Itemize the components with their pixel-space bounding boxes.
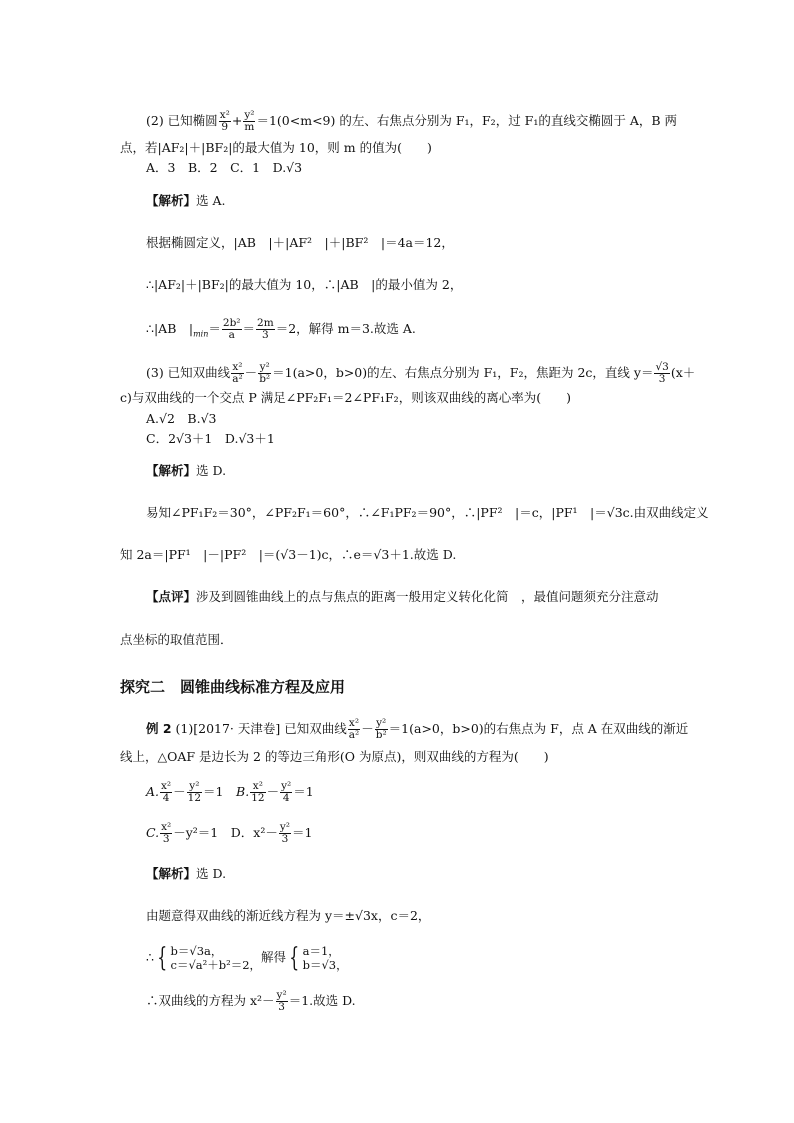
left-brace: {: [157, 943, 168, 973]
ex2-options-cd: C. $\frac{\text{x²}}{3}$ －y²＝1 D．x²－ $\frac{\text{y²}}{3}$ ＝1: [146, 821, 313, 845]
fraction-x2-a2: $\frac{\text{x²}}{\text{a²}}$: [348, 717, 360, 741]
q2-analysis-heading: 【解析】选 A.: [146, 193, 226, 208]
q2-intro: (2) 已知椭圆: [146, 113, 218, 128]
fraction-y2-3: $\frac{\text{y²}}{3}$: [276, 989, 287, 1013]
q3-comment-line2: 点坐标的取值范围．: [120, 632, 233, 647]
ex2-step3: ∴双曲线的方程为 x²－ $\frac{\text{y²}}{3}$ ＝1.故选 D.: [146, 989, 356, 1013]
q3-line1: (3) 已知双曲线 $\frac{\text{x²}}{\text{a²}}$ － $\frac{\text{y²}}{\text{b²}}$ ＝1(a>0，b>0)的左、右焦点分别为 F₁，F₂，焦距为 2c，直线 y＝ $\frac{√3}{3}$ (x＋: [146, 361, 696, 385]
ex2-analysis-heading: 【解析】选 D.: [146, 866, 227, 881]
analysis-tag: 【解析】: [146, 866, 197, 881]
q3-analysis-heading: 【解析】选 D.: [146, 463, 227, 478]
fraction-y2-b2: $\frac{\text{y²}}{\text{b²}}$: [259, 361, 271, 385]
fraction-x2-a2: $\frac{\text{x²}}{\text{a²}}$: [232, 361, 243, 385]
fraction-2m-3: $\frac{2m}{3}$: [257, 317, 274, 341]
equation-system-2: a＝1， b＝√3，: [302, 944, 348, 972]
section-title: 探究二 圆锥曲线标准方程及应用: [120, 678, 346, 696]
q3-options-cd: C．2√3＋1 D.√3＋1: [146, 431, 275, 446]
q2-line2: 点，若|AF₂|＋|BF₂|的最大值为 10，则 m 的值为( ): [120, 140, 432, 155]
q3-step1: 易知∠PF₁F₂＝30°，∠PF₂F₁＝60°，∴∠F₁PF₂＝90°，∴|PF² |＝c，|PF¹ |＝√3c.由双曲线定义: [146, 505, 709, 520]
q3-comment-line1: 【点评】涉及到圆锥曲线上的点与焦点的距离一般用定义转化化简 ，最值问题须充分注意动: [146, 589, 659, 604]
q2-options: A．3 B．2 C．1 D.√3: [146, 160, 303, 175]
fraction-2b2-a: $\frac{\text{2b²}}{a}$: [222, 317, 241, 341]
ex2-step2: ∴ { b＝√3a， c＝√a²＋b²＝2， 解得 { a＝1， b＝√3，: [146, 943, 348, 973]
q2-line1: (2) 已知椭圆 $\frac{\text{x²}}{9}$ + $\frac{\text{y²}}{m}$ ＝1(0<m<9) 的左、右焦点分别为 F₁，F₂，过 F₁的直线交椭圆于 A，B 两: [146, 109, 678, 133]
q2-step3: ∴|AB $|_{min}=$ $\frac{\text{2b²}}{a}$ ＝ $\frac{2m}{3}$ ＝2，解得 m＝3.故选 A.: [146, 317, 416, 341]
comment-tag: 【点评】: [146, 589, 197, 604]
left-brace: {: [289, 943, 300, 973]
q2-step1: 根据椭圆定义，|AB |＋|AF² |＋|BF² |＝4a＝12，: [146, 235, 454, 250]
example-label: 例 2: [146, 721, 172, 736]
q3-step2: 知 2a＝|PF¹ |－|PF² |＝(√3－1)c，∴e＝√3＋1.故选 D.: [120, 547, 457, 562]
fraction-y2-b2: $\frac{\text{y²}}{\text{b²}}$: [375, 717, 387, 741]
q3-line2: c)与双曲线的一个交点 P 满足∠PF₂F₁＝2∠PF₁F₂，则该双曲线的离心率为( ): [120, 390, 571, 405]
fraction-x2-9: $\frac{\text{x²}}{9}$: [219, 109, 230, 133]
ex2-step1: 由题意得双曲线的渐近线方程为 y＝±√3x，c＝2，: [146, 908, 431, 923]
q2-step2: ∴|AF₂|＋|BF₂|的最大值为 10，∴|AB |的最小值为 2，: [146, 277, 463, 292]
equation-system-1: b＝√3a， c＝√a²＋b²＝2，: [170, 944, 262, 972]
ex2-line2: 线上，△OAF 是边长为 2 的等边三角形(O 为原点)，则双曲线的方程为( ): [120, 749, 549, 764]
analysis-tag: 【解析】: [146, 193, 197, 208]
fraction-sqrt3-3: $\frac{√3}{3}$: [655, 361, 669, 385]
ex2-line1: 例 2 (1)[2017· 天津卷] 已知双曲线 $\frac{\text{x²}}{\text{a²}}$ － $\frac{\text{y²}}{\text{b²}}$ ＝1(a>0，b>0)的右焦点为 F，点 A 在双曲线的渐近: [146, 717, 689, 741]
fraction-y2-m: $\frac{\text{y²}}{m}$: [244, 109, 255, 133]
ex2-options-ab: A. $\frac{\text{x²}}{4}$ － $\frac{\text{y²}}{12}$ ＝1 B. $\frac{\text{x²}}{12}$ － $\frac{\text{y²}}{4}$ ＝1: [146, 780, 314, 804]
q3-options-ab: A.√2 B.√3: [146, 411, 217, 426]
analysis-tag: 【解析】: [146, 463, 197, 478]
